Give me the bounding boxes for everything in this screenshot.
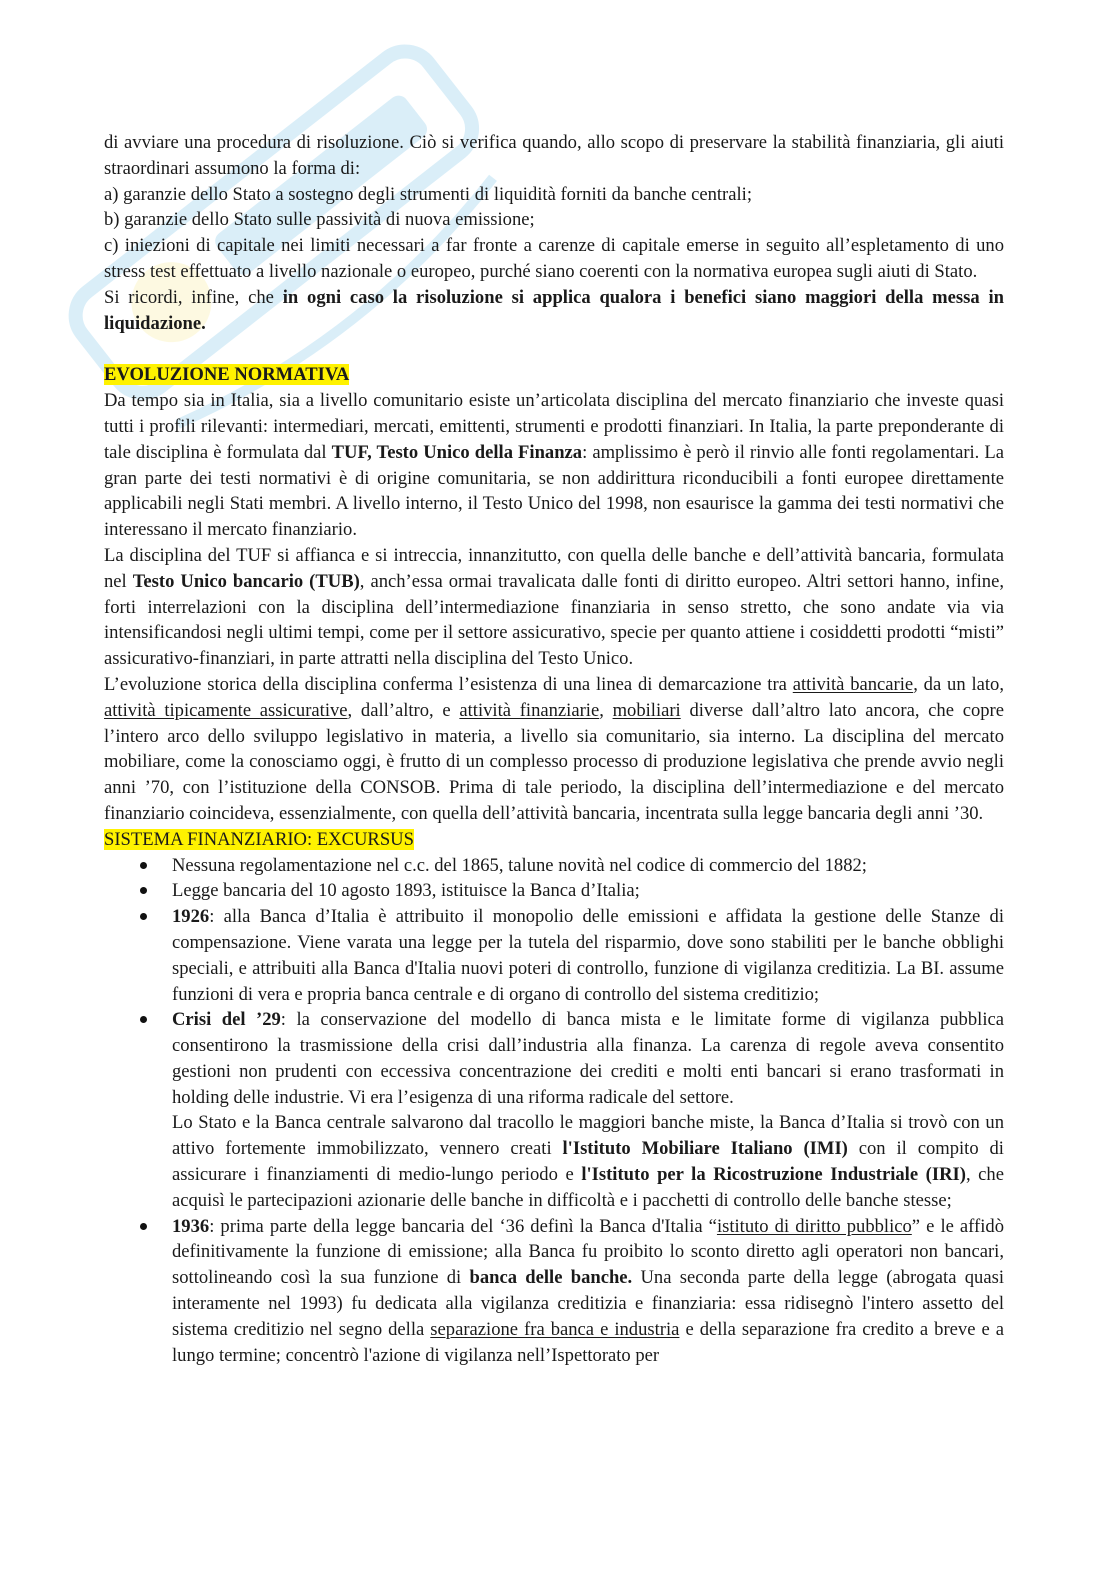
list-item	[104, 904, 1004, 1007]
text: , da un lato,	[913, 673, 1004, 695]
year-1926: 1926	[172, 906, 210, 928]
document-page	[104, 130, 1004, 1368]
text: Una seconda parte della legge (abrogata quasi interamente nel 1993) fu dedicata alla vigilanza creditizia e finanziaria: essa ridisegnò l'intero assetto del sistema creditizio nel segno della	[172, 1267, 1004, 1340]
intro-paragraph: di avviare una procedura di risoluzione. Ciò si verifica quando, allo scopo di preservare la stabilità finanziaria, gli aiuti straordinari assumono la forma di:	[104, 132, 1004, 179]
underline-attivita-finanziarie: attività finanziarie	[459, 699, 600, 721]
intro-item-a: a) garanzie dello Stato a sostegno degli strumenti di liquidità forniti da banche centrali;	[104, 183, 753, 205]
intro-item-b: b) garanzie dello Stato sulle passività di nuova emissione;	[104, 209, 535, 231]
text: : alla Banca d’Italia è attribuito il monopolio delle emissioni e affidata la gestione delle Stanze di compensazione. Viene varata una legge per la tutela del risparmio, dove sono stabiliti per le banche obblighi speciali, e attribuiti alla Banca d'Italia nuovi poteri di controllo, funzione di vigilanza creditizia. La BI. assume funzioni di vera e propria banca centrale e di organo di controllo del sistema creditizio;	[172, 906, 1004, 1005]
bullet-icon	[140, 913, 147, 920]
intro-item-c: c) iniezioni di capitale nei limiti necessari a far fronte a carenze di capitale emerse in seguito all’espletamento di uno stress test effettuato a livello nazionale o europeo, purché siano coerenti con la normativa europea sugli aiuti di Stato.	[104, 235, 1004, 282]
text: , dall’altro, e	[347, 699, 460, 721]
bullet-icon	[140, 1016, 147, 1023]
text: e della separazione fra credito a breve e a lungo termine; concentrò l'azione di vigilanza nell’Ispettorato per	[172, 1318, 1005, 1366]
list-item-text: Legge bancaria del 10 agosto 1893, istituisce la Banca d’Italia;	[172, 880, 640, 902]
text: con il compito di assicurare i finanziamenti di medio-lungo periodo e	[172, 1138, 1004, 1186]
underline-attivita-bancarie: attività bancarie	[792, 673, 914, 695]
tub-bold: Testo Unico bancario (TUB)	[132, 570, 360, 592]
underline-separazione: separazione fra banca e industria	[430, 1318, 680, 1340]
text: : la conservazione del modello di banca mista e le limitate forme di vigilanza pubblica consentirono la trasmissione della crisi dall’industria alla finanza. La carenza di regole aveva consentito gestioni non prudenti con eccessiva concentrazione dei crediti e molti enti bancari si erano trasformati in holding delle industrie. Vi era l’esigenza di una riforma radicale del settore.	[172, 1009, 1004, 1108]
text: Da tempo sia in Italia, sia a livello comunitario esiste un’articolata disciplina del mercato finanziario che investe quasi tutti i profili rilevanti: intermediari, mercati, emittenti, strumenti e prodotti finanziari. In Italia, la parte preponderante di tale disciplina è formulata dal	[104, 390, 1004, 463]
list-item-text: Nessuna regolamentazione nel c.c. del 1865, talune novità nel codice di commercio del 1882;	[172, 854, 867, 876]
intro-final-text: Si ricordi, infine, che	[104, 286, 283, 308]
underline-mobiliari: mobiliari	[612, 699, 681, 721]
list-item	[104, 1007, 1004, 1213]
text: : amplissimo è però il rinvio alle fonti regolamentari. La gran parte dei testi normativi è di origine comunitaria, se non addirittura riconducibili a fonti europee direttamente applicabili negli Stati membri. A livello interno, il Testo Unico del 1998, non esaurisce la gamma dei testi normativi che interessano il mercato finanziario.	[104, 441, 1004, 541]
evoluzione-paragraph-2	[104, 543, 1004, 672]
evoluzione-paragraph-3	[104, 672, 1004, 827]
text: ,	[599, 699, 613, 721]
underline-istituto-diritto-pubblico: istituto di diritto pubblico	[716, 1215, 912, 1237]
bullet-icon	[140, 862, 147, 869]
text: Lo Stato e la Banca centrale salvarono dal tracollo le maggiori banche miste, la Banca d’Italia si trovò con un attivo fortemente immobilizzato, vennero creati	[172, 1112, 1004, 1160]
iri-bold: l'Istituto per la Ricostruzione Industriale (IRI)	[581, 1164, 966, 1186]
text: : prima parte della legge bancaria del ‘36 definì la Banca d'Italia “	[209, 1215, 717, 1237]
imi-bold: l'Istituto Mobiliare Italiano (IMI)	[562, 1138, 848, 1160]
heading-evoluzione	[104, 362, 1004, 388]
list-item-text	[172, 1214, 1004, 1369]
list-item	[104, 878, 1004, 904]
banca-delle-banche-bold: banca delle banche.	[469, 1267, 633, 1289]
heading-sistema-text: SISTEMA FINANZIARIO: EXCURSUS	[104, 828, 414, 850]
intro-final-bold: in ogni caso la risoluzione si applica qualora i benefici siano maggiori della messa in liquidazione.	[104, 286, 1004, 334]
list-item-text	[172, 1007, 1004, 1110]
text: , che acquisì le partecipazioni azionarie delle banche in difficoltà e i pacchetti di controllo delle banche stesse;	[172, 1164, 1004, 1211]
evoluzione-paragraph-1	[104, 388, 1004, 543]
underline-attivita-assicurative: attività tipicamente assicurative	[104, 699, 348, 721]
bullet-icon	[140, 887, 147, 894]
text: L’evoluzione storica della disciplina conferma l’esistenza di una linea di demarcazione tra	[104, 673, 793, 695]
text: La disciplina del TUF si affianca e si intreccia, innanzitutto, con quella delle banche e dell’attività bancaria, formulata nel	[104, 544, 1004, 592]
excursus-list	[104, 853, 1004, 1369]
list-item	[104, 1214, 1004, 1369]
heading-sistema	[104, 827, 1004, 853]
text: ” e le affidò definitivamente la funzione di emissione; alla Banca fu proibito lo sconto diretto agli operatori non bancari, sottolineando così la sua funzione di	[172, 1215, 1004, 1289]
text: diverse dall’altro lato ancora, che copre l’intero arco dello sviluppo legislativo in materia, a livello sia comunitario, sia interno. La disciplina del mercato mobiliare, come la conosciamo oggi, è frutto di un complesso processo di produzione legislativa che prende avvio negli anni ’70, con l’istituzione della CONSOB. Prima di tale periodo, la disciplina dell’intermediazione e del mercato finanziario coincideva, essenzialmente, con quella dell’attività bancaria, incentrata sulla legge bancaria degli anni ’30.	[104, 699, 1004, 824]
list-item	[104, 853, 1004, 879]
bullet-icon	[140, 1223, 147, 1230]
list-item-text-continued	[172, 1110, 1004, 1213]
year-1936: 1936	[172, 1215, 210, 1237]
crisi-29: Crisi del ’29	[172, 1009, 281, 1031]
text: , anch’essa ormai travalicata dalle fonti di diritto europeo. Altri settori hanno, infine, forti interrelazioni con la disciplina dell’intermediazione finanziaria in senso stretto, che sono andate via via intensificandosi negli ultimi tempi, come per il settore assicurativo, specie per quanto attiene i cosiddetti prodotti “misti” assicurativo-finanziari, in parte attratti nella disciplina del Testo Unico.	[104, 570, 1005, 670]
intro-final	[104, 285, 1004, 337]
heading-evoluzione-text: EVOLUZIONE NORMATIVA	[104, 364, 350, 386]
tuf-bold: TUF, Testo Unico della Finanza	[331, 441, 583, 463]
list-item-text	[172, 904, 1004, 1007]
